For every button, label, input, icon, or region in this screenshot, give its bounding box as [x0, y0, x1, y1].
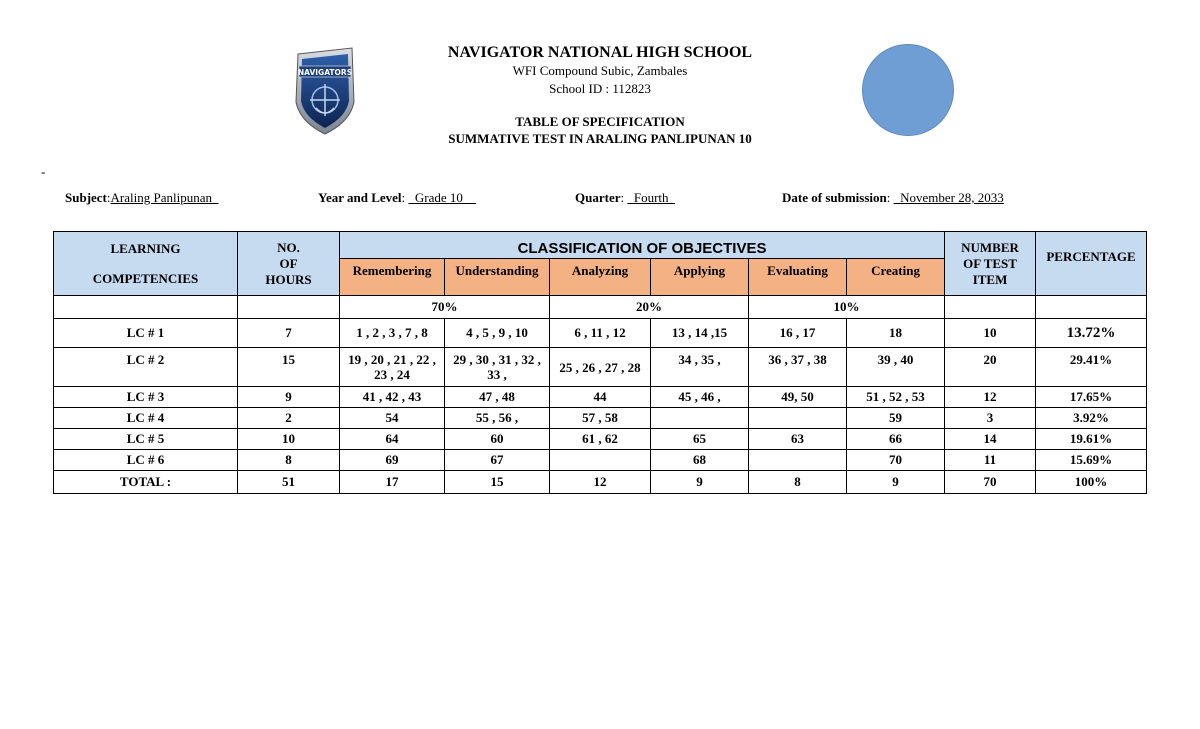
level-understanding: Understanding [445, 259, 550, 296]
row-remembering: 41 , 42 , 43 [340, 387, 445, 408]
row-analyzing: 57 , 58 [550, 408, 651, 429]
row-lc: LC # 4 [54, 408, 238, 429]
row-items: 11 [945, 450, 1036, 471]
header-competencies: LEARNING COMPETENCIES [54, 232, 238, 296]
year-level-label: Year and Level [318, 190, 402, 205]
total-hours: 51 [238, 471, 340, 494]
total-percentage: 100% [1036, 471, 1147, 494]
total-label: TOTAL : [54, 471, 238, 494]
row-analyzing: 25 , 26 , 27 , 28 [550, 348, 651, 387]
row-remembering: 19 , 20 , 21 , 22 , 23 , 24 [340, 348, 445, 387]
row-hours: 2 [238, 408, 340, 429]
row-items: 20 [945, 348, 1036, 387]
header-row-1 [54, 232, 1147, 259]
subject-label: Subject [65, 190, 107, 205]
row-creating: 51 , 52 , 53 [847, 387, 945, 408]
quarter-label: Quarter [575, 190, 621, 205]
row-evaluating: 36 , 37 , 38 [749, 348, 847, 387]
row-evaluating: 16 , 17 [749, 319, 847, 348]
table-row [54, 319, 1147, 348]
row-understanding: 60 [445, 429, 550, 450]
stray-mark: - [41, 164, 46, 179]
level-applying: Applying [651, 259, 749, 296]
row-hours: 10 [238, 429, 340, 450]
svg-text:NAVIGATORS: NAVIGATORS [297, 68, 353, 77]
school-name: NAVIGATOR NATIONAL HIGH SCHOOL [447, 44, 753, 61]
document-header [400, 44, 800, 147]
header-classification: CLASSIFICATION OF OBJECTIVES [340, 232, 945, 259]
total-understanding: 15 [445, 471, 550, 494]
row-items: 12 [945, 387, 1036, 408]
placeholder-circle [862, 44, 954, 136]
row-analyzing [550, 450, 651, 471]
weight-higher: 10% [749, 296, 945, 319]
document-title: TABLE OF SPECIFICATION [515, 114, 685, 129]
table-row [54, 348, 1147, 387]
row-percentage: 17.65% [1036, 387, 1147, 408]
quarter-value: Fourth [633, 190, 669, 205]
row-creating: 18 [847, 319, 945, 348]
level-analyzing: Analyzing [550, 259, 651, 296]
row-percentage: 3.92% [1036, 408, 1147, 429]
total-evaluating: 8 [749, 471, 847, 494]
row-percentage: 29.41% [1036, 348, 1147, 387]
weight-lower: 70% [340, 296, 550, 319]
year-level-value: Grade 10 [414, 190, 463, 205]
header-percentage: PERCENTAGE [1036, 232, 1147, 296]
row-creating: 39 , 40 [847, 348, 945, 387]
subject-field: Subject:Araling Panlipunan [65, 190, 218, 206]
school-id: School ID : 112823 [549, 81, 651, 96]
row-remembering: 1 , 2 , 3 , 7 , 8 [340, 319, 445, 348]
table-row [54, 408, 1147, 429]
total-creating: 9 [847, 471, 945, 494]
weight-middle: 20% [550, 296, 749, 319]
total-analyzing: 12 [550, 471, 651, 494]
row-remembering: 64 [340, 429, 445, 450]
row-evaluating [749, 450, 847, 471]
row-items: 10 [945, 319, 1036, 348]
total-applying: 9 [651, 471, 749, 494]
row-items: 14 [945, 429, 1036, 450]
row-evaluating [749, 408, 847, 429]
table-row [54, 429, 1147, 450]
year-level-field: Year and Level: Grade 10 [318, 190, 476, 206]
table-row [54, 450, 1147, 471]
row-creating: 70 [847, 450, 945, 471]
total-items: 70 [945, 471, 1036, 494]
row-evaluating: 49, 50 [749, 387, 847, 408]
table-row [54, 387, 1147, 408]
row-lc: LC # 1 [54, 319, 238, 348]
row-applying: 13 , 14 ,15 [651, 319, 749, 348]
row-creating: 66 [847, 429, 945, 450]
row-hours: 15 [238, 348, 340, 387]
header-hours: NO. OF HOURS [238, 232, 340, 296]
row-analyzing: 61 , 62 [550, 429, 651, 450]
subject-value: Araling Panlipunan [110, 190, 212, 205]
row-percentage: 19.61% [1036, 429, 1147, 450]
date-value: November 28, 2033 [900, 190, 1004, 205]
row-lc: LC # 3 [54, 387, 238, 408]
row-applying: 65 [651, 429, 749, 450]
row-applying: 45 , 46 , [651, 387, 749, 408]
quarter-field: Quarter: Fourth [575, 190, 675, 206]
row-percentage: 15.69% [1036, 450, 1147, 471]
row-remembering: 69 [340, 450, 445, 471]
row-understanding: 55 , 56 , [445, 408, 550, 429]
total-row [54, 471, 1147, 494]
row-creating: 59 [847, 408, 945, 429]
row-percentage: 13.72% [1036, 319, 1147, 348]
date-label: Date of submission [782, 190, 887, 205]
document-subtitle: SUMMATIVE TEST IN ARALING PANLIPUNAN 10 [448, 131, 752, 146]
row-understanding: 47 , 48 [445, 387, 550, 408]
row-applying: 68 [651, 450, 749, 471]
row-analyzing: 44 [550, 387, 651, 408]
specification-table [53, 231, 1147, 494]
header-number-of-items: NUMBER OF TEST ITEM [945, 232, 1036, 296]
row-evaluating: 63 [749, 429, 847, 450]
row-understanding: 4 , 5 , 9 , 10 [445, 319, 550, 348]
row-remembering: 54 [340, 408, 445, 429]
row-applying [651, 408, 749, 429]
row-understanding: 67 [445, 450, 550, 471]
total-remembering: 17 [340, 471, 445, 494]
row-hours: 8 [238, 450, 340, 471]
row-lc: LC # 6 [54, 450, 238, 471]
row-items: 3 [945, 408, 1036, 429]
level-evaluating: Evaluating [749, 259, 847, 296]
school-logo [290, 46, 360, 136]
row-lc: LC # 5 [54, 429, 238, 450]
row-hours: 9 [238, 387, 340, 408]
level-creating: Creating [847, 259, 945, 296]
row-hours: 7 [238, 319, 340, 348]
row-understanding: 29 , 30 , 31 , 32 , 33 , [445, 348, 550, 387]
weights-row [54, 296, 1147, 319]
row-applying: 34 , 35 , [651, 348, 749, 387]
row-analyzing: 6 , 11 , 12 [550, 319, 651, 348]
school-address: WFI Compound Subic, Zambales [512, 63, 688, 78]
date-field: Date of submission: November 28, 2033 [782, 190, 1004, 205]
row-lc: LC # 2 [54, 348, 238, 387]
level-remembering: Remembering [340, 259, 445, 296]
